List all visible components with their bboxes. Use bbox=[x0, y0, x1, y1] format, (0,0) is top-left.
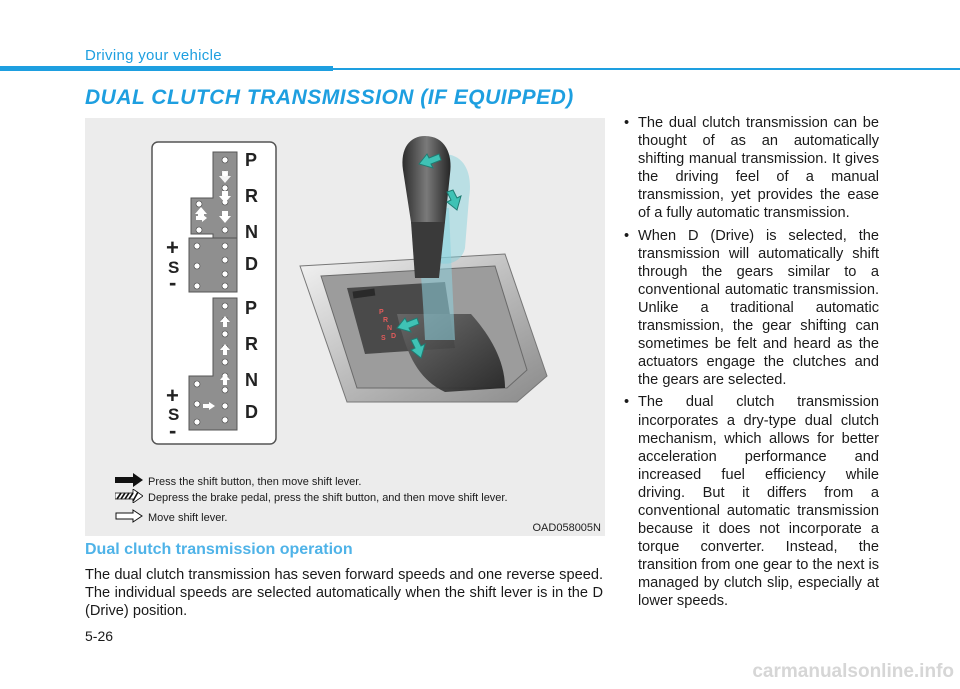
legend-text-outline: Move shift lever. bbox=[148, 512, 228, 524]
console-indicator-r: R bbox=[383, 317, 389, 324]
header-rule-thick bbox=[0, 66, 333, 71]
gate-top-p: P bbox=[245, 150, 258, 170]
shift-lever-figure bbox=[85, 118, 605, 536]
bullet-dot-icon: • bbox=[624, 394, 630, 411]
bullet-text: The dual clutch transmission can be thought of as an automatically shifting manual transmission. It gives the driving feel of a manual transmission, yet provides the ease of a fully automatic transmission. bbox=[638, 115, 879, 222]
watermark: carmanualsonline.info bbox=[752, 661, 954, 682]
shift-lever-illustration bbox=[85, 118, 605, 536]
gate-top-n: N bbox=[245, 222, 258, 242]
console-indicator-n: N bbox=[387, 325, 393, 332]
gate-top-plus: + bbox=[166, 235, 179, 260]
bullet-text: The dual clutch transmission incorporates a dry-type dual clutch mechanism, which allows for better acceleration performance and increased fuel efficiency while driving. But it differs from a conventional automatic transmission because it does not incorporate a torque converter. Instead, the transition from one gear to the next is managed by clutch slip, especially at lower speeds. bbox=[638, 394, 879, 610]
console-indicator-s: S bbox=[381, 335, 386, 342]
gate-top-s: S bbox=[168, 258, 180, 277]
lever-shaft bbox=[411, 222, 445, 278]
gate-bottom-p: P bbox=[245, 298, 258, 318]
solid-arrow-icon bbox=[115, 473, 143, 487]
legend-text-solid: Press the shift button, then move shift lever. bbox=[148, 476, 362, 488]
figure-code: OAD058005N bbox=[532, 522, 601, 534]
gate-top-r: R bbox=[245, 186, 258, 206]
bullet-item bbox=[624, 393, 879, 610]
console-indicator-d: D bbox=[391, 333, 397, 340]
console-indicator-p: P bbox=[379, 309, 384, 316]
shift-knob bbox=[402, 136, 450, 236]
gate-bottom-d: D bbox=[245, 402, 258, 422]
bullet-dot-icon: • bbox=[624, 227, 630, 244]
gate-top-minus: - bbox=[169, 270, 177, 295]
page-title: DUAL CLUTCH TRANSMISSION (IF EQUIPPED) bbox=[85, 86, 574, 109]
subheading: Dual clutch transmission operation bbox=[85, 541, 353, 558]
page-number: 5-26 bbox=[85, 628, 114, 644]
gate-bottom-plus: + bbox=[166, 383, 179, 408]
outline-arrow-icon bbox=[115, 509, 143, 523]
gate-bottom-s: S bbox=[168, 405, 180, 424]
gate-bottom-minus: - bbox=[169, 418, 177, 443]
bullet-item bbox=[624, 114, 879, 223]
hatched-arrow-icon bbox=[115, 489, 143, 503]
body-paragraph: The dual clutch transmission has seven forward speeds and one reverse speed. The individual speeds are selected automatically when the shift lever is in the D (Drive) position. bbox=[85, 567, 603, 619]
section-header: Driving your vehicle bbox=[85, 47, 222, 64]
legend-text-hatched: Depress the brake pedal, press the shift button, and then move shift lever. bbox=[148, 492, 508, 504]
bullet-list bbox=[624, 114, 879, 615]
gate-bottom-r: R bbox=[245, 334, 258, 354]
bullet-dot-icon: • bbox=[624, 115, 630, 131]
gate-bottom-n: N bbox=[245, 370, 258, 390]
bullet-text: When D (Drive) is selected, the transmission will automatically shift through the gears similar to a conventional automatic transmission. Unlike a traditional automatic transmission, the gear shifting can sometimes be felt and heard as the actuators engage the clutches and the gears are selected. bbox=[638, 227, 879, 389]
gate-top-d: D bbox=[245, 254, 258, 274]
bullet-item bbox=[624, 227, 879, 390]
header-rule-thin bbox=[333, 68, 960, 70]
